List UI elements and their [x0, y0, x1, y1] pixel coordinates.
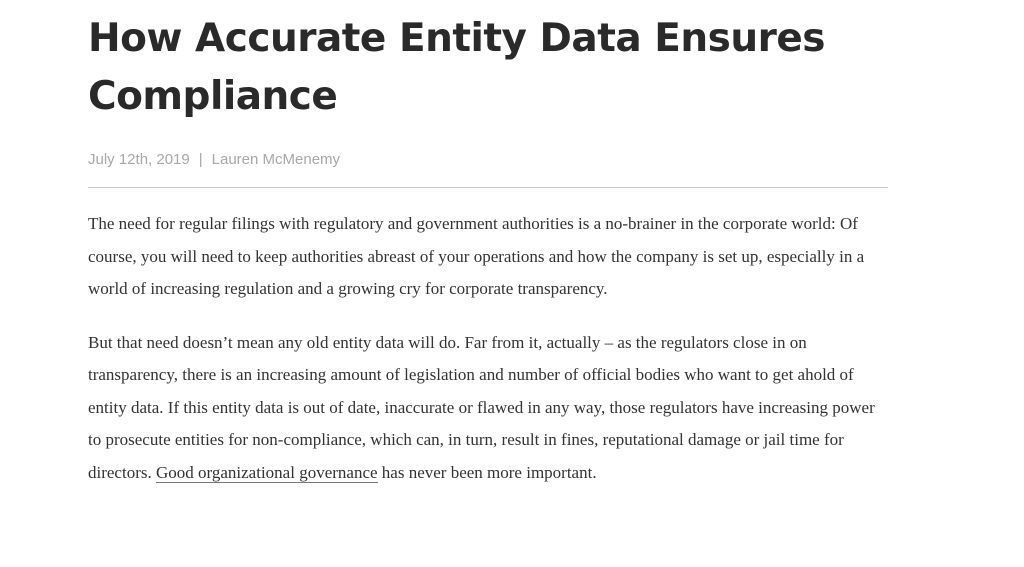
publish-date: July 12th, 2019: [88, 151, 190, 168]
meta-separator: |: [198, 151, 203, 168]
paragraph-2: [88, 327, 878, 490]
article-meta: [88, 150, 888, 170]
governance-link[interactable]: Good organizational governance: [155, 462, 378, 482]
paragraph-2-tail: has never been more important.: [377, 462, 597, 482]
article-body: [88, 208, 878, 489]
author-name: Lauren McMenemy: [211, 151, 341, 168]
article-title: How Accurate Entity Data Ensures Compliance: [88, 16, 826, 119]
title-divider: [88, 187, 888, 188]
paragraph-1: The need for regular filings with regulatory and government authorities is a no-brainer in the corporate world: Of course, you will need to keep authorities abreast of your operations and how the company is set up, especially in a world of increasing regulation and a growing cry for corporate transparency.: [88, 214, 865, 298]
article: [88, 0, 888, 510]
paragraph-2-text: But that need doesn’t mean any old entity data will do. Far from it, actually – as the regulators close in on transparency, there is an increasing amount of legislation and number of official bodies who want to get ahold of entity data. If this entity data is out of date, inaccurate or flawed in any way, those regulators have increasing power to prosecute entities for non-compliance, which can, in turn, result in fines, reputational damage or jail time for directors.: [88, 332, 875, 482]
